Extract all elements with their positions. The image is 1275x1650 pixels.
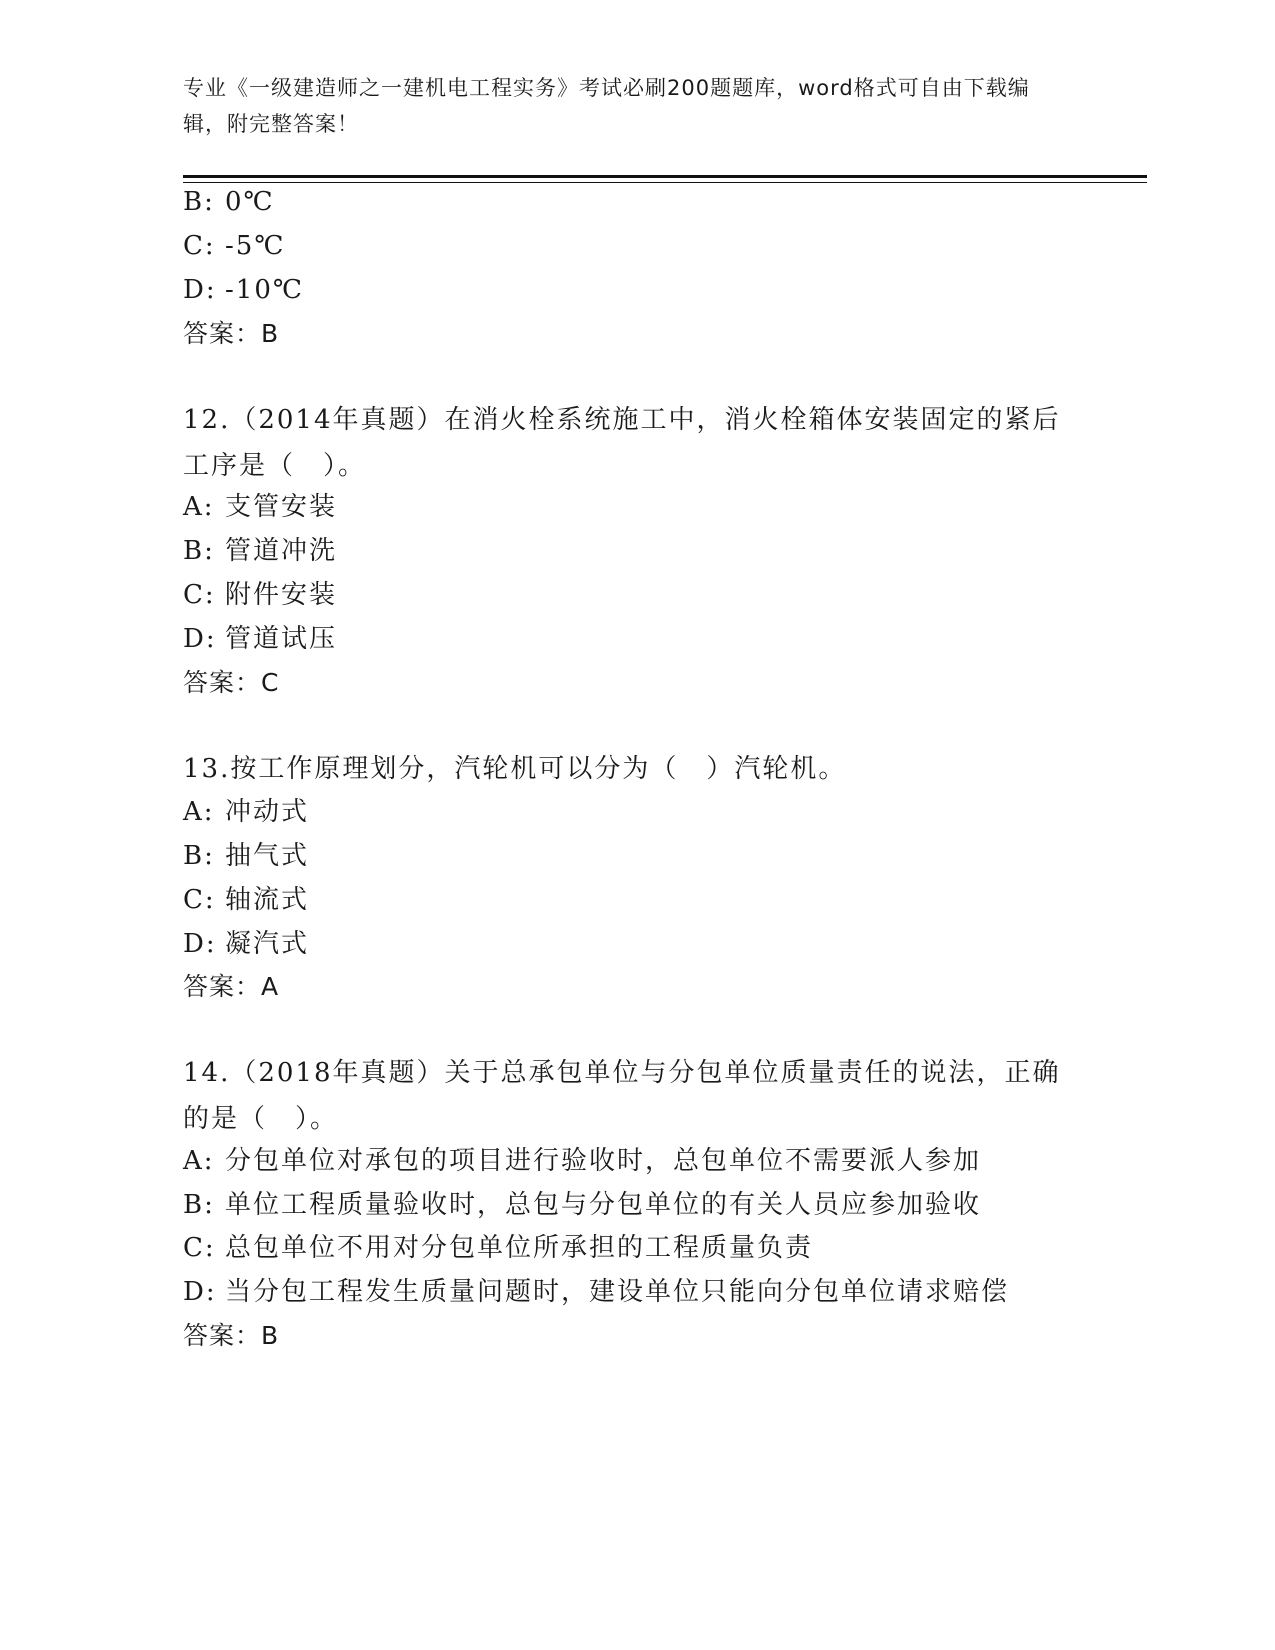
option-letter: B:: [183, 841, 215, 871]
option-text: 管道冲洗: [225, 536, 338, 566]
option-letter: B:: [183, 1190, 215, 1220]
option-letter: B:: [183, 187, 215, 217]
option-text: 冲动式: [225, 797, 310, 827]
option-text: 总包单位不用对分包单位所承担的工程质量负责: [225, 1233, 814, 1263]
option-letter: D:: [183, 624, 217, 654]
q11-option-b: [183, 186, 275, 218]
option-letter: B:: [183, 536, 215, 566]
option-text: 0℃: [225, 187, 275, 217]
option-text: 单位工程质量验收时，总包与分包单位的有关人员应参加验收: [225, 1190, 982, 1220]
option-text: 当分包工程发生质量问题时，建设单位只能向分包单位请求赔偿: [225, 1277, 1010, 1307]
option-text: -10℃: [225, 275, 304, 305]
option-letter: D:: [183, 275, 217, 305]
document-header: 专业《一级建造师之一建机电工程实务》考试必刷200题题库，word格式可自由下载编辑，附完整答案！: [183, 76, 1030, 136]
header-divider-thin: [183, 182, 1147, 183]
q14-answer: 答案：B: [183, 1321, 280, 1350]
option-letter: C:: [183, 231, 216, 261]
q13-answer: 答案：A: [183, 972, 280, 1001]
option-letter: A:: [183, 797, 215, 827]
option-text: 凝汽式: [225, 929, 310, 959]
q13-option-d: [183, 928, 309, 960]
q13-option-c: [183, 884, 309, 916]
header-divider-thick: [183, 175, 1147, 178]
q13-option-b: [183, 840, 309, 872]
q14-stem: 14.（2018年真题）关于总承包单位与分包单位质量责任的说法，正确的是（ ）。: [183, 1058, 1061, 1134]
option-text: 轴流式: [225, 885, 310, 915]
option-letter: C:: [183, 1233, 216, 1263]
option-text: 管道试压: [225, 624, 338, 654]
q14-option-c: [183, 1232, 813, 1264]
q12-option-c: [183, 579, 337, 611]
option-letter: A:: [183, 1146, 215, 1176]
q13-option-a: [183, 796, 309, 828]
q13-stem: 13.按工作原理划分，汽轮机可以分为（ ）汽轮机。: [183, 754, 847, 784]
q14-option-a: [183, 1145, 981, 1177]
q14-option-b: [183, 1189, 981, 1221]
option-letter: D:: [183, 929, 217, 959]
option-text: 附件安装: [225, 580, 338, 610]
q11-option-d: [183, 274, 304, 306]
option-letter: C:: [183, 580, 216, 610]
q11-answer: 答案：B: [183, 319, 280, 348]
q12-stem: 12.（2014年真题）在消火栓系统施工中，消火栓箱体安装固定的紧后工序是（ ）。: [183, 405, 1061, 481]
option-letter: D:: [183, 1277, 217, 1307]
q11-option-c: [183, 230, 285, 262]
option-text: 抽气式: [225, 841, 310, 871]
option-letter: A:: [183, 492, 215, 522]
option-text: 支管安装: [225, 492, 338, 522]
q14-option-d: [183, 1276, 1009, 1308]
option-text: -5℃: [225, 231, 286, 261]
q12-option-b: [183, 535, 337, 567]
q12-answer: 答案：C: [183, 668, 280, 697]
option-letter: C:: [183, 885, 216, 915]
option-text: 分包单位对承包的项目进行验收时，总包单位不需要派人参加: [225, 1146, 982, 1176]
q12-option-a: [183, 491, 337, 523]
q12-option-d: [183, 623, 337, 655]
